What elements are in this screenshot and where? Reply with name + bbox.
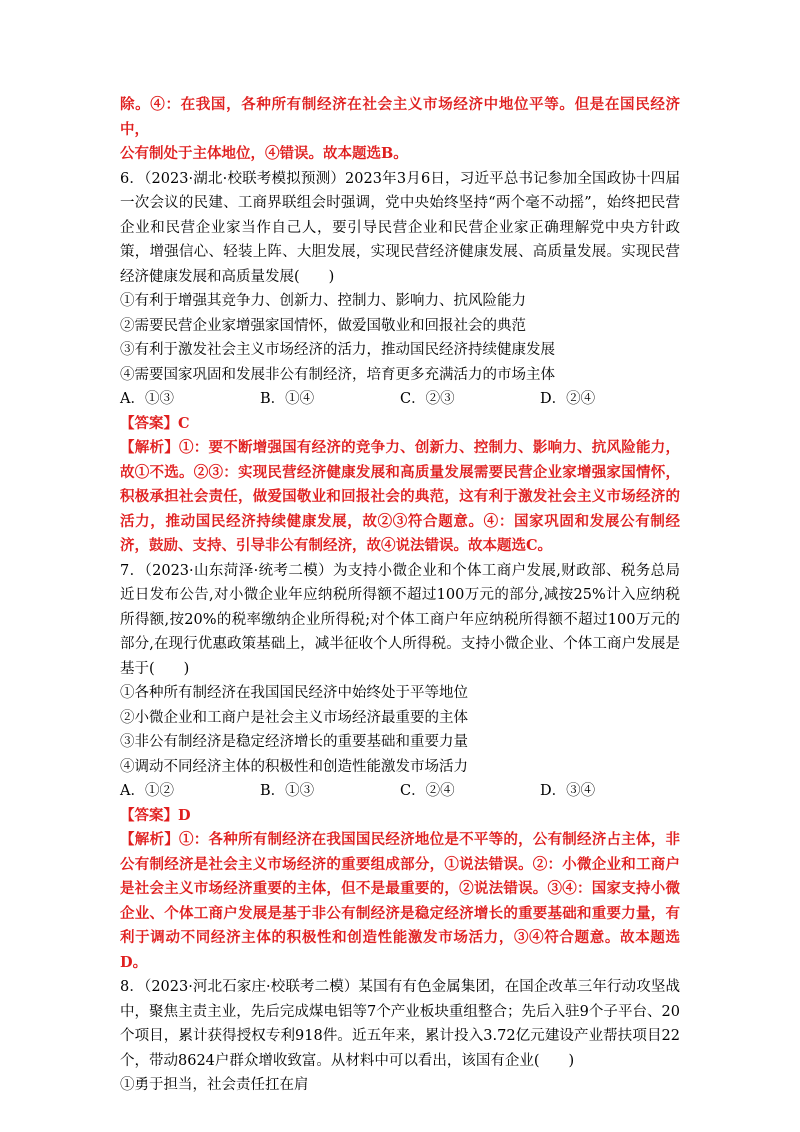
question-6-answer — [120, 412, 680, 437]
question-6-option-4: ④需要国家巩固和发展非公有制经济，培育更多充满活力的市场主体 — [120, 366, 555, 383]
question-6-choice-d: D．②④ — [540, 391, 596, 407]
question-6-option-1: ①有利于增强其竞争力、创新力、控制力、影响力、抗风险能力 — [120, 293, 526, 309]
question-7-option-1: ①各种所有制经济在我国国民经济中始终处于平等地位 — [120, 685, 468, 701]
question-6-choices — [120, 387, 680, 412]
question-7-choice-b: B．①③ — [260, 783, 315, 799]
question-6-option-2: ②需要民营企业家增强家国情怀，做爱国敬业和回报社会的典范 — [120, 317, 526, 334]
page-content — [120, 93, 680, 1098]
question-7-answer — [120, 804, 680, 829]
question-7-choices — [120, 779, 680, 804]
answer-label: 【答案】 — [120, 806, 178, 824]
analysis-label: 【解析】 — [120, 831, 179, 848]
question-6-stem: 6．（2023·湖北·校联考模拟预测）2023年3月6日，习近平总书记参加全国政协十四届一次会议的民建、工商界联组会时强调，党中央始终坚持“两个毫不动摇”，始终把民营企业和民营企业家当作自己人，要引导民营企业和民营企业家正确理解党中央方针政策，增强信心、轻装上阵、大胆发展，实现民营经济健康发展、高质量发展。实现民营经济健康发展和高质量发展( ) — [120, 170, 680, 285]
question-7-choice-a: A．①② — [120, 783, 174, 799]
question-7-option-4: ④调动不同经济主体的积极性和创造性能激发市场活力 — [120, 758, 468, 775]
answer-value: C — [178, 414, 190, 432]
analysis-text: ①：要不断增强国有经济的竞争力、创新力、控制力、影响力、抗风险能力，故①不选。②③：实现民营经济健康发展和高质量发展需要民营企业家增强家国情怀，积极承担社会责任，做爱国敬业和回报社会的典范，这有利于激发社会主义市场经济的活力，推动国民经济持续健康发展，故②③符合题意。④：国家巩固和发展公有制经济，鼓励、支持、引导非公有制经济，故④说法错误。故本题选C。 — [120, 439, 681, 554]
answer-value: D — [178, 806, 191, 824]
question-7-analysis — [120, 828, 680, 975]
question-6-choice-a: A．①③ — [120, 391, 174, 407]
question-7-option-3: ③非公有制经济是稳定经济增长的重要基础和重要力量 — [120, 734, 468, 750]
question-6-option-3: ③有利于激发社会主义市场经济的活力，推动国民经济持续健康发展 — [120, 342, 555, 358]
question-6-analysis — [120, 436, 680, 559]
question-8-option-1: ①勇于担当，社会责任扛在肩 — [120, 1077, 309, 1093]
analysis-label: 【解析】 — [120, 439, 179, 456]
question-6-choice-b: B．①④ — [260, 391, 315, 407]
question-7-option-2: ②小微企业和工商户是社会主义市场经济最重要的主体 — [120, 709, 468, 726]
question-7-stem: 7．（2023·山东菏泽·统考二模）为支持小微企业和个体工商户发展,财政部、税务总局近日发布公告,对小微企业年应纳税所得额不超过100万元的部分,减按25%计入应纳税所得额,按20%的税率缴纳企业所得税;对个体工商户年应纳税所得额不超过100万元的部分,在现行优惠政策基础上，减半征收个人所得税。支持小微企业、个体工商户发展是基于( ) — [120, 562, 680, 677]
question-6-choice-c: C．②③ — [400, 391, 455, 407]
previous-analysis-line-2: 公有制处于主体地位，④错误。故本题选B。 — [120, 145, 408, 162]
question-7-choice-d: D．③④ — [540, 783, 596, 799]
question-7-choice-c: C．②④ — [400, 783, 455, 799]
analysis-text: ①：各种所有制经济在我国国民经济地位是不平等的，公有制经济占主体，非公有制经济是社会主义市场经济的重要组成部分，①说法错误。②：小微企业和工商户是社会主义市场经济重要的主体，但不是最重要的，②说法错误。③④：国家支持小微企业、个体工商户发展是基于非公有制经济是稳定经济增长的重要基础和重要力量，有利于调动不同经济主体的积极性和创造性能激发市场活力，③④符合题意。故本题选D。 — [120, 831, 681, 971]
previous-analysis-line-1: 除。④：在我国，各种所有制经济在社会主义市场经济中地位平等。但是在国民经济中， — [120, 96, 680, 138]
question-8-stem: 8．（2023·河北石家庄·校联考二模）某国有有色金属集团，在国企改革三年行动攻坚战中，聚焦主责主业，先后完成煤电铝等7个产业板块重组整合；先后入驻9个子平台、20个项目，累计获得授权专利918件。近五年来，累计投入3.72亿元建设产业帮扶项目22个，带动8624户群众增收致富。从材料中可以看出，该国有企业( ) — [120, 979, 680, 1069]
answer-label: 【答案】 — [120, 414, 178, 432]
